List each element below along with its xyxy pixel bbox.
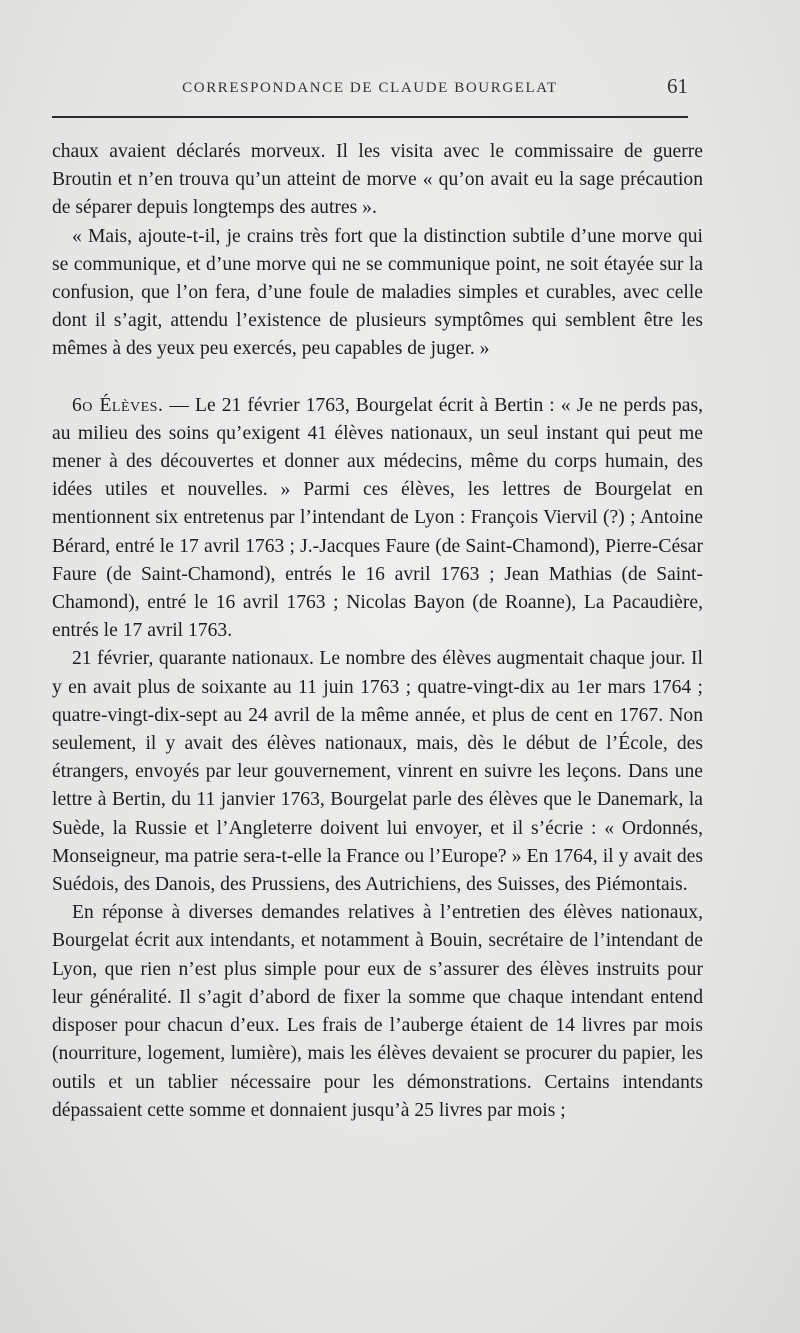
paragraph xyxy=(52,392,703,646)
paragraph xyxy=(52,138,703,223)
running-title: CORRESPONDANCE DE CLAUDE BOURGELAT xyxy=(182,80,558,96)
paragraph-text: 21 février, quarante nationaux. Le nombre des élèves augmentait chaque jour. Il y en avait plus de soixante au 11 juin 1763 ; quatre-vingt-dix au 1er mars 1764 ; quatre-vingt-dix-sept au 24 avril de la même année, et plus de cent en 1767. Non seulement, il y avait des élèves nationaux, mais, dès le début de l’École, des étrangers, envoyés par leur gouvernement, vinrent en suivre les leçons. Dans une lettre à Bertin, du 11 janvier 1763, Bourgelat parle des élèves que le Danemark, la Suède, la Russie et l’Angleterre doivent lui envoyer, et il s’écrie : « Ordonnés, Monseigneur, ma patrie sera-t-elle la France ou l’Europe? » En 1764, il y avait des Suédois, des Danois, des Prussiens, des Autrichiens, des Suisses, des Piémontais. xyxy=(52,648,703,896)
header-rule xyxy=(52,116,688,118)
paragraph-text: chaux avaient déclarés morveux. Il les visita avec le commissaire de guerre Broutin et n’en trouva qu’un atteint de morve « qu’on avait eu la sage précaution de séparer depuis longtemps des autres ». xyxy=(52,141,703,219)
paragraph-lead: 6o Élèves. xyxy=(72,394,164,416)
paragraph-text: « Mais, ajoute-t-il, je crains très fort que la distinction subtile d’une morve qui se communique, et d’une morve qui ne se communique point, ne soit étayée sur la confusion, que l’on fera, d’une foule de maladies simples et curables, avec celle dont il s’agit, attendu l’existence de plusieurs symptômes qui semblent être les mêmes à des yeux peu exercés, peu capables de juger. » xyxy=(52,225,703,360)
running-head xyxy=(52,74,688,104)
paragraph-text: — Le 21 février 1763, Bourgelat écrit à Bertin : « Je ne perds pas, au milieu des soins qu’exigent 41 élèves nationaux, un seul instant qui peut me mener à des découvertes et donner aux médecins, même du corps humain, des idées utiles et nouvelles. » Parmi ces élèves, les lettres de Bourgelat en mentionnent six entretenus par l’intendant de Lyon : François Viervil (?) ; Antoine Bérard, entré le 17 avril 1763 ; J.-Jacques Faure (de Saint-Chamond), Pierre-César Faure (de Saint-Chamond), entrés le 16 avril 1763 ; Jean Mathias (de Saint-Chamond), entré le 16 avril 1763 ; Nicolas Bayon (de Roanne), La Pacaudière, entrés le 17 avril 1763. xyxy=(52,394,703,642)
page-number: 61 xyxy=(667,74,688,98)
paragraph-text: En réponse à diverses demandes relatives à l’entretien des élèves nationaux, Bourgelat écrit aux intendants, et notamment à Bouin, secrétaire de l’intendant de Lyon, que rien n’est plus simple pour eux de s’assurer des élèves instruits pour leur généralité. Il s’agit d’abord de fixer la somme que chaque intendant entend disposer pour chacun d’eux. Les frais de l’auberge étaient de 14 livres par mois (nourriture, logement, lumière), mais les élèves devaient se procurer du papier, les outils et un tablier nécessaire pour les démonstrations. Certains intendants dépassaient cette somme et donnaient jusqu’à 25 livres par mois ; xyxy=(52,902,703,1121)
body-text xyxy=(52,138,703,1125)
paragraph xyxy=(52,223,703,364)
paragraph xyxy=(52,645,703,899)
paragraph xyxy=(52,899,703,1125)
